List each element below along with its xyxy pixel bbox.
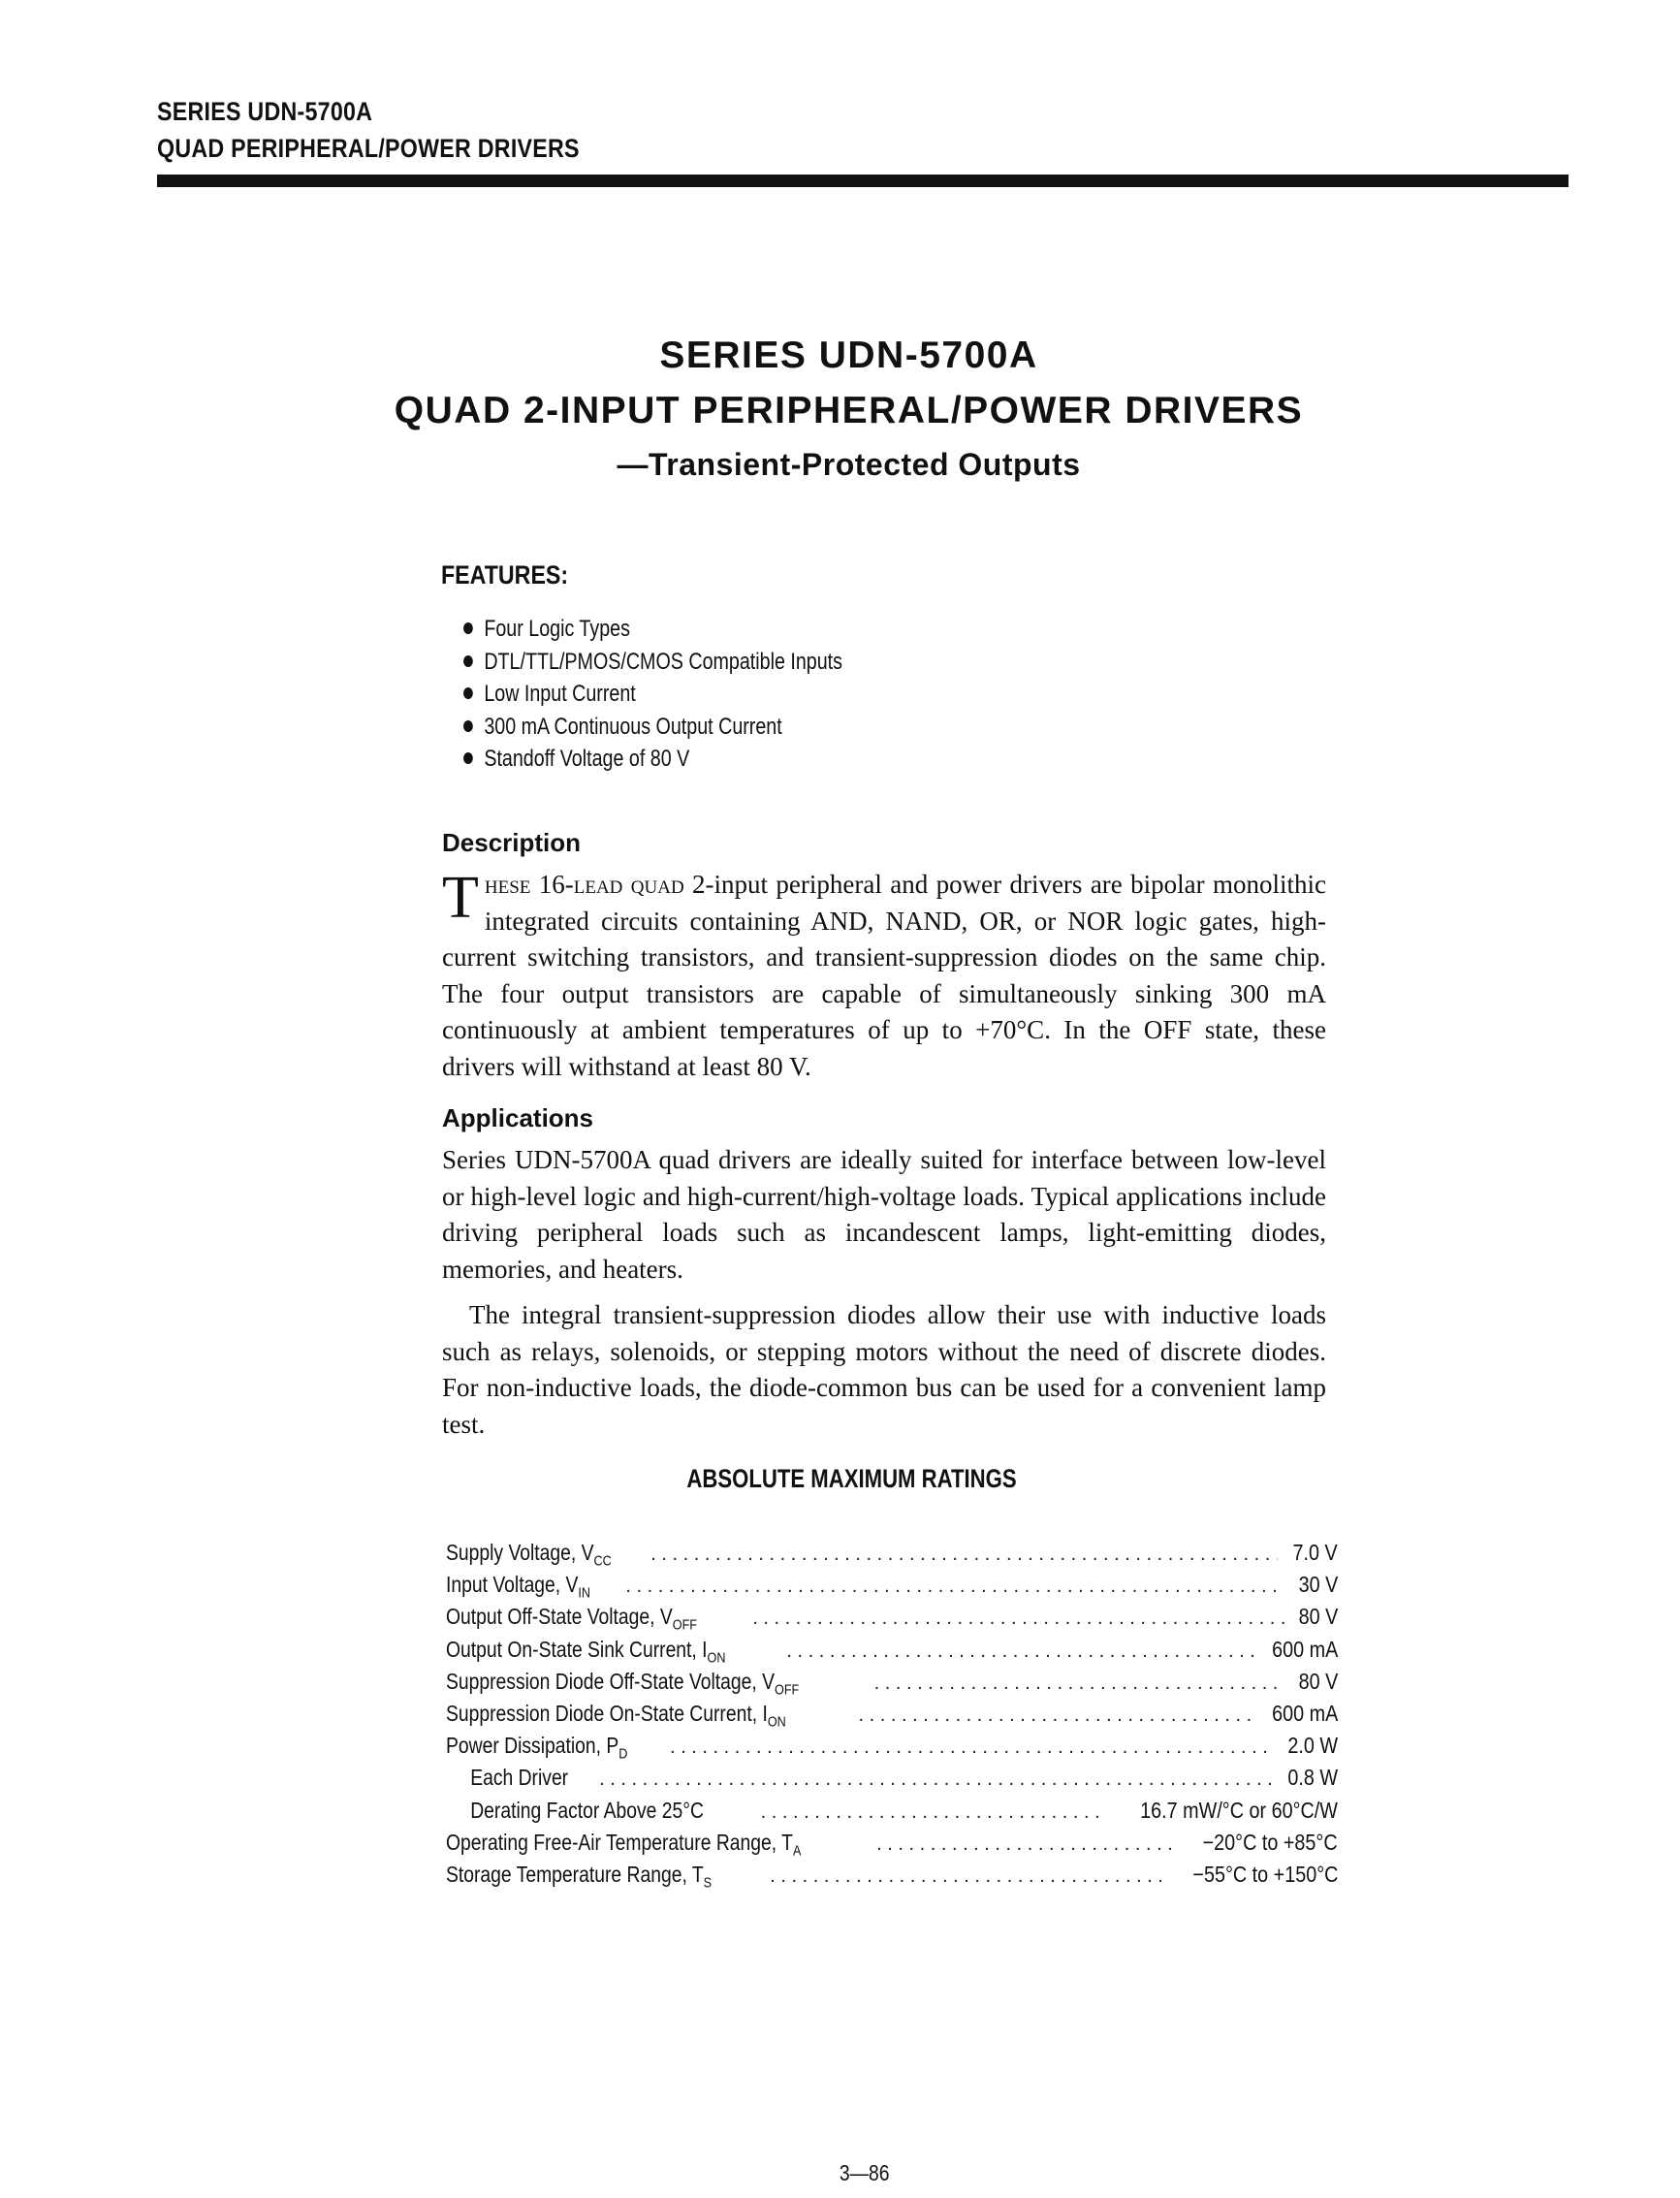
rating-label: Operating Free-Air Temperature Range, $T_A$ [446,1829,802,1860]
rating-value: 80 V [1298,1668,1338,1694]
rating-label: Output On-State Sink Current, $I_{ON}$ [446,1636,726,1667]
applications-paragraph-1: Series UDN-5700A quad drivers are ideally suited for interface between low-level or high-level logic and high-current/high-voltage loads. Typical applications include driving peripheral loads such as incandescent lamps, light-emitting diodes, memories, and heaters. [442,1145,1326,1284]
description-heading: Description [442,828,582,857]
ratings-heading [0,1464,1680,1494]
feature-text: Low Input Current [484,681,636,707]
rating-value: −55°C to +150°C [1192,1861,1338,1887]
running-head [157,93,580,167]
table-row [446,1859,1338,1891]
list-item [463,678,842,711]
table-row [446,1569,1338,1601]
rating-value: 16.7 mW/°C or 60°C/W [1140,1797,1338,1823]
leader-dots [650,1539,1278,1571]
running-head-subtitle: QUAD PERIPHERAL/POWER DRIVERS [157,134,580,163]
feature-text: DTL/TTL/PMOS/CMOS Compatible Inputs [484,648,842,675]
rating-label: Suppression Diode On-State Current, $I_{ON}$ [446,1700,786,1731]
title-main: QUAD 2-INPUT PERIPHERAL/POWER DRIVERS [394,390,1304,431]
table-row [446,1827,1338,1859]
table-row [446,1666,1338,1698]
features-list [463,613,842,776]
page-number-text: 3—86 [839,2160,890,2185]
leader-dots [859,1700,1253,1732]
leader-dots [876,1829,1173,1861]
rating-label: Each Driver [470,1765,569,1791]
rating-value: 80 V [1298,1604,1338,1630]
table-row [446,1698,1338,1730]
list-item [463,613,842,646]
bullet-icon [463,720,473,732]
dropcap: T [442,865,479,931]
feature-text: Four Logic Types [484,616,630,642]
applications-paragraph-2: The integral transient-suppression diodes allow their use with inductive loads such as relays, solenoids, or stepping motors without the need of discrete diodes. For non-inductive loads, the diode-common bus can be used for a convenient lamp test. [442,1300,1326,1439]
list-item [463,743,842,776]
description-body [442,867,1326,1085]
bullet-icon [463,655,473,667]
description-paragraph [442,867,1326,1085]
rating-label: Suppression Diode Off-State Voltage, $V_{OFF}$ [446,1668,800,1699]
description-text: 2-input peripheral and power drivers are bipolar monolithic integrated circuits containing AND, NAND, OR, or NOR logic gates, high-current switching transistors, and transient-suppression diodes on the same chip. The four output transistors are capable of simultaneously sinking 300 mA continuously at ambient temperatures of up to +70°C. In the OFF state, these drivers will withstand at least 80 V. [442,870,1327,1081]
leader-dots [874,1668,1284,1700]
rating-value: 2.0 W [1287,1733,1338,1759]
rating-value: 600 mA [1271,1636,1338,1662]
leader-dots [599,1764,1272,1796]
bullet-icon [463,687,473,699]
ratings-heading-text: ABSOLUTE MAXIMUM RATINGS [686,1464,1017,1493]
rating-label: Power Dissipation, $P_D$ [446,1733,628,1763]
rating-value: 600 mA [1271,1700,1338,1726]
list-item [463,646,842,679]
table-row [446,1730,1338,1762]
bullet-icon [463,752,473,764]
leader-dots [770,1861,1160,1893]
feature-text: Standoff Voltage of 80 V [484,746,690,772]
table-row [446,1537,1338,1569]
rating-label: Derating Factor Above 25°C [470,1797,704,1823]
leader-dots [625,1571,1284,1603]
rating-value: 7.0 V [1292,1540,1338,1565]
rating-value: −20°C to +85°C [1203,1829,1338,1855]
features-heading: FEATURES: [441,560,569,589]
header-rule [157,175,1569,187]
rating-value: 30 V [1298,1572,1338,1598]
leader-dots [752,1603,1284,1635]
rating-label: Input Voltage, $V_{IN}$ [446,1572,591,1602]
bullet-icon [463,622,473,634]
rating-label: Storage Temperature Range, $T_S$ [446,1861,713,1892]
rating-label: Output Off-State Voltage, $V_{OFF}$ [446,1604,697,1634]
rating-label: Supply Voltage, $V_{CC}$ [446,1540,612,1570]
page-number [0,2160,1680,2186]
title-subtitle: —Transient-Protected Outputs [617,447,1081,482]
ratings-table [446,1537,1338,1891]
table-row [446,1601,1338,1633]
leader-dots [761,1797,1100,1829]
description-smallcaps: hese 16-lead quad [484,870,684,899]
title-block [0,330,1680,489]
table-row [446,1795,1338,1827]
feature-text: 300 mA Continuous Output Current [484,713,782,740]
applications-heading: Applications [442,1103,594,1132]
running-head-series: SERIES UDN-5700A [157,97,373,126]
list-item [463,711,842,744]
table-row [446,1634,1338,1666]
title-series: SERIES UDN-5700A [659,334,1038,376]
rating-value: 0.8 W [1287,1765,1338,1791]
applications-body [442,1142,1326,1443]
leader-dots [786,1636,1252,1668]
